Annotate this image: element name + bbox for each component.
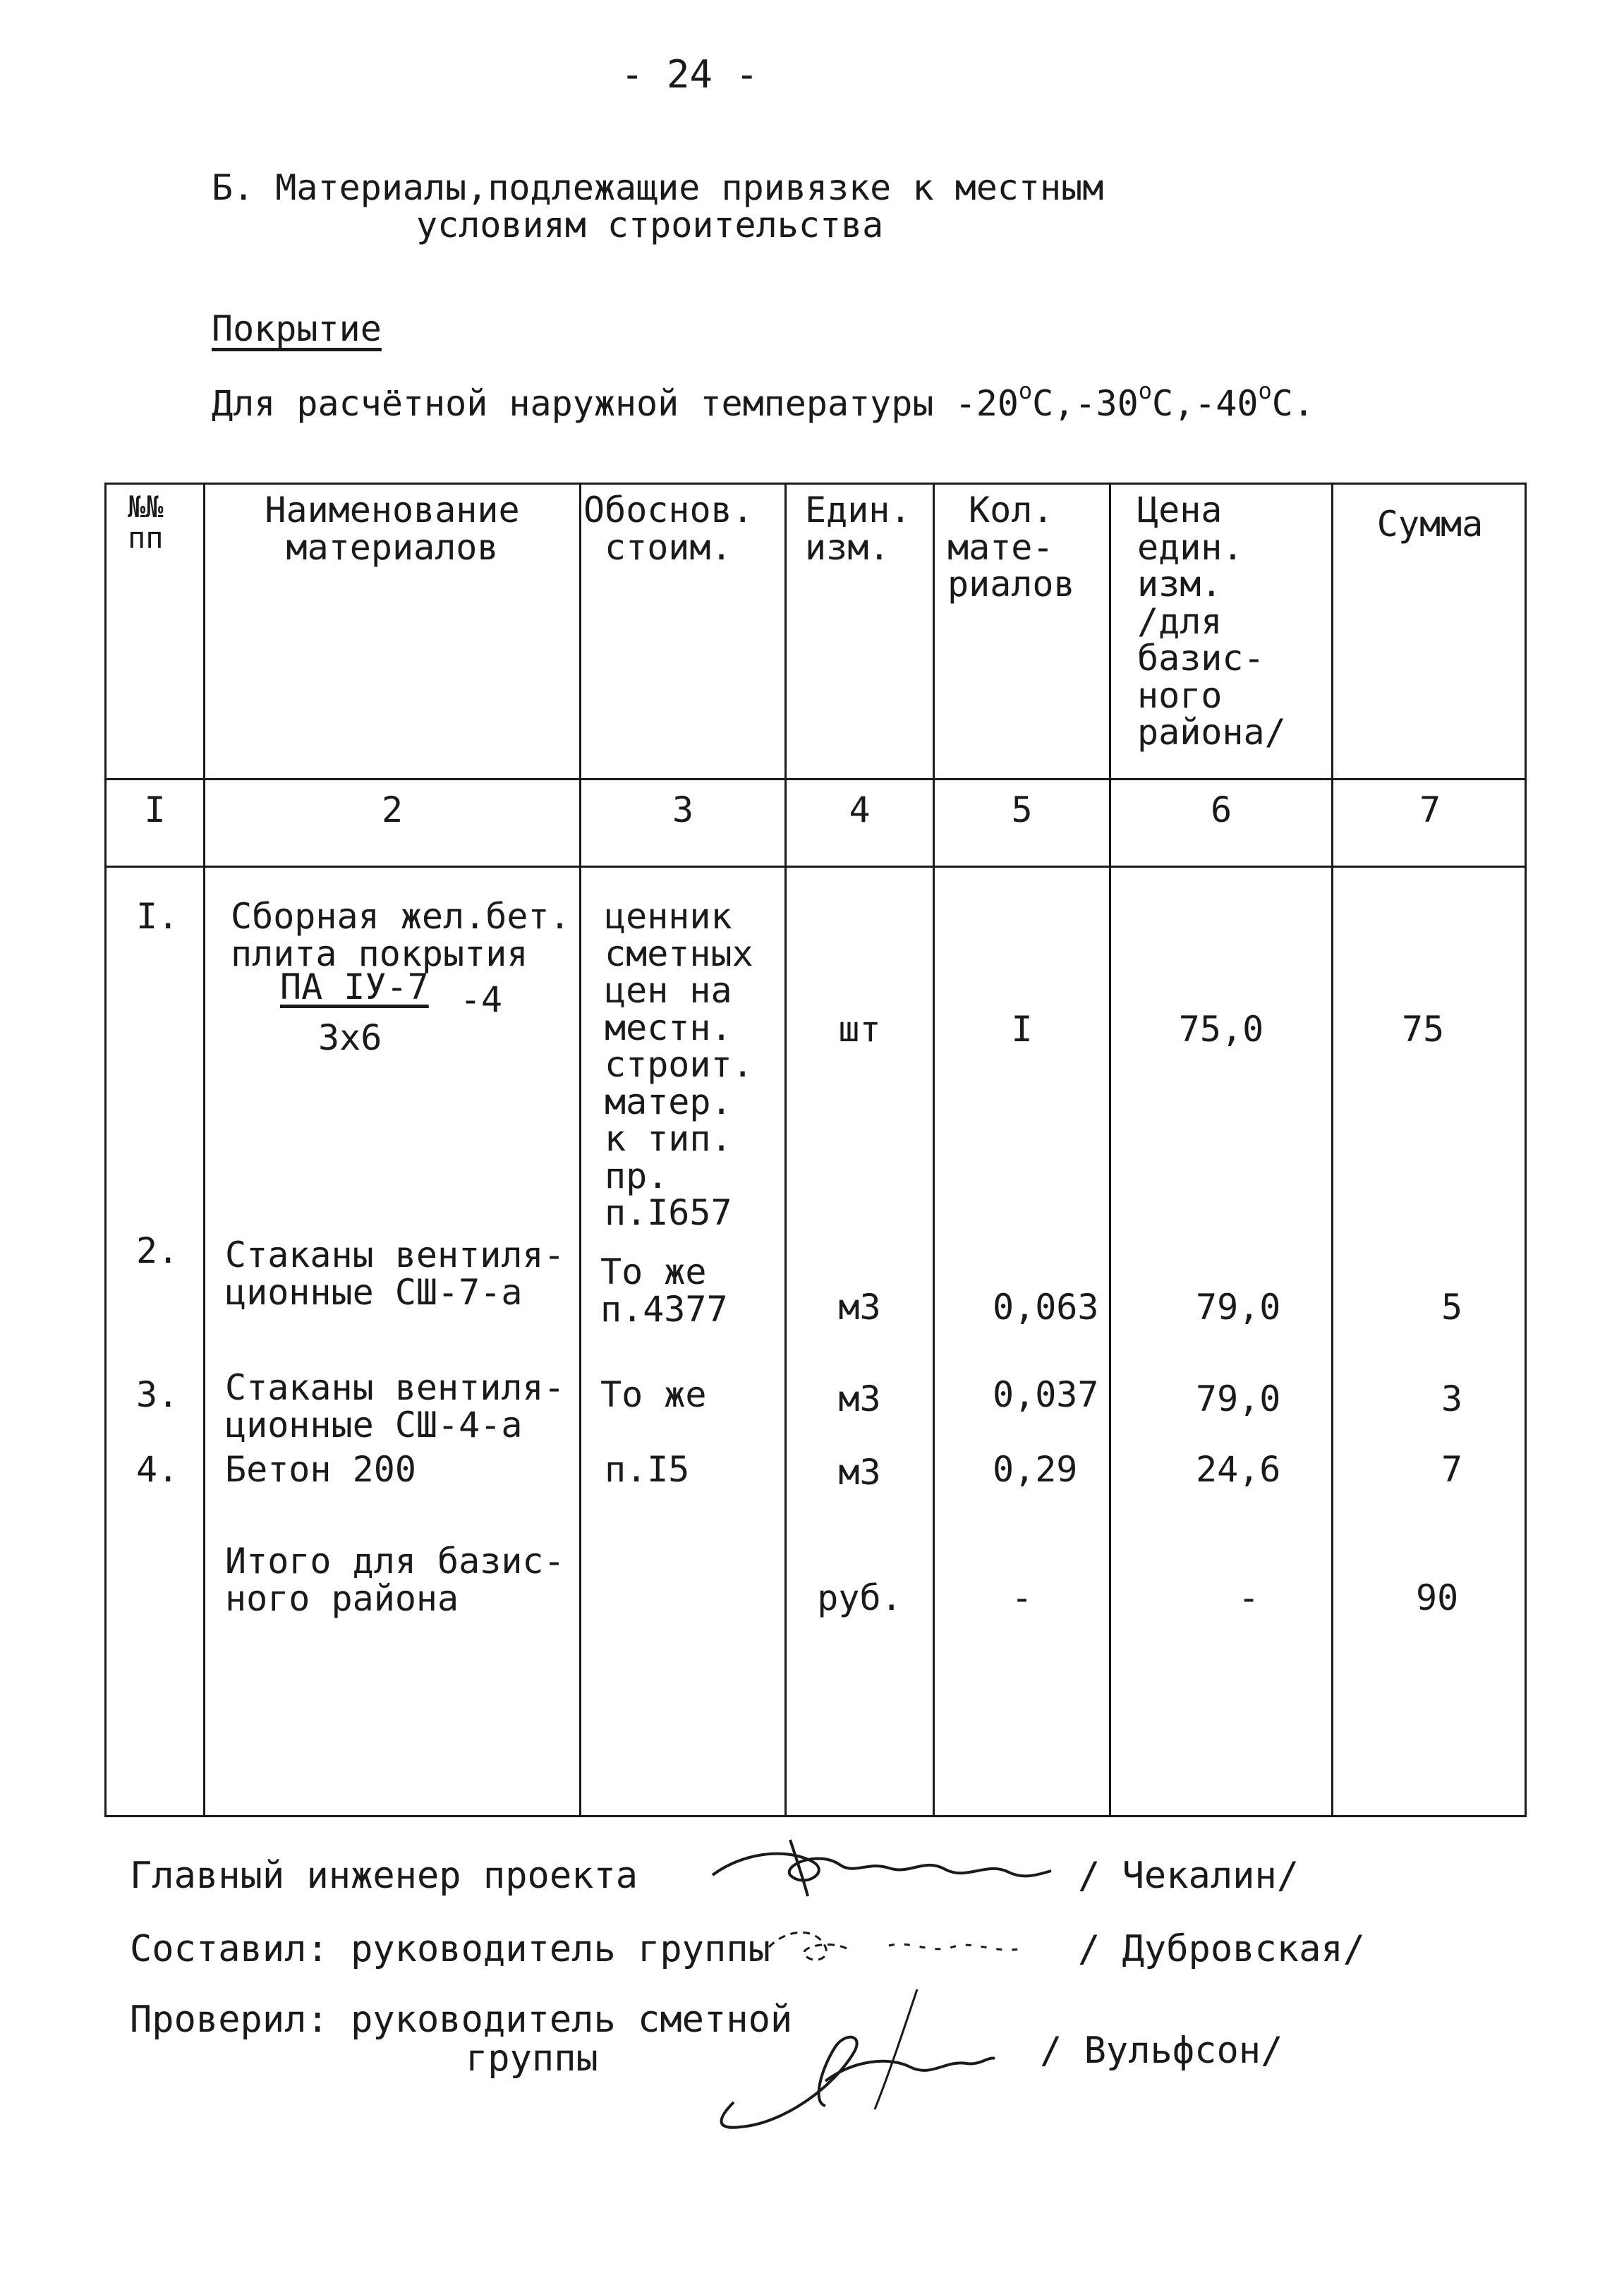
material-name (225, 1451, 416, 1488)
header-price (1137, 492, 1286, 751)
temperature-unit: С (1032, 383, 1054, 424)
checked-by-name: / Вульфсон/ (1040, 2030, 1283, 2072)
degree-sign: o (1018, 377, 1033, 404)
column-number: 5 (1011, 789, 1033, 830)
column-divider (1331, 485, 1333, 1815)
price-basis (600, 1376, 707, 1414)
header-price-line: един. (1137, 526, 1244, 568)
section-title-line-1: Б. Материалы,подлежащие привязке к местным (212, 167, 1104, 208)
price-basis-line: к тип. (605, 1118, 732, 1159)
price-value: 75,0 (1178, 1009, 1264, 1050)
header-quantity-line: мате- (947, 526, 1054, 568)
temperature-line (212, 377, 1314, 424)
material-name-line: Бетон 200 (225, 1449, 416, 1490)
header-quantity (947, 492, 1075, 603)
header-price-line: Цена (1137, 490, 1223, 530)
header-price-line: района/ (1137, 712, 1286, 753)
material-name-line: ционные СШ-4-а (225, 1404, 523, 1445)
temperature-2: ,-30 (1053, 383, 1139, 424)
header-name-line: Наименование (265, 490, 520, 530)
unit-value: шт (838, 1009, 881, 1050)
total-label-line: ного района (225, 1577, 459, 1619)
price-basis (605, 1451, 689, 1488)
header-unit-line: изм. (805, 526, 890, 568)
checked-by-label-line: Проверил: руководитель сметной (130, 1999, 793, 2041)
header-basis-line: Обоснов. (583, 490, 753, 530)
price-basis-line: пр. (605, 1155, 669, 1196)
section-title (212, 169, 1103, 243)
header-sum (1333, 506, 1527, 543)
material-name-line: Стаканы вентиля- (225, 1367, 565, 1408)
price-basis-line: То же (600, 1251, 707, 1292)
total-unit: руб. (817, 1577, 902, 1618)
column-number: 4 (849, 789, 871, 830)
header-price-line: /для (1137, 600, 1223, 642)
quantity-value: 0,037 (993, 1374, 1099, 1415)
price-basis (605, 898, 753, 1232)
row-divider (107, 778, 1525, 780)
chief-engineer-label: Главный инженер проекта (130, 1855, 638, 1897)
price-basis-line: матер. (605, 1081, 732, 1122)
total-sum: 90 (1416, 1577, 1459, 1618)
compiled-by-label: Составил: руководитель группы (130, 1928, 770, 1970)
material-name (231, 898, 571, 972)
checked-by-label-line: группы (466, 2037, 598, 2080)
quantity-value: 0,063 (993, 1287, 1099, 1328)
temperature-unit: С (1271, 383, 1293, 424)
header-price-line: базис- (1137, 638, 1265, 679)
degree-sign: o (1138, 377, 1152, 404)
header-name (205, 492, 579, 566)
header-basis-line: стоим. (605, 526, 732, 568)
column-divider (203, 485, 205, 1815)
header-unit-line: Един. (805, 490, 911, 530)
header-name-line: материалов (286, 526, 499, 568)
page-number: - 24 - (621, 52, 759, 97)
unit-value: м3 (838, 1287, 881, 1328)
price-basis-line: сметных (605, 933, 753, 974)
column-divider (579, 485, 581, 1815)
header-quantity-line: Кол. (969, 490, 1054, 530)
price-basis-line: То же (600, 1374, 707, 1415)
price-value: 79,0 (1196, 1287, 1281, 1328)
header-number-line: №№ (128, 490, 164, 524)
total-label (225, 1543, 565, 1617)
compiled-by-name: / Дубровская/ (1078, 1928, 1365, 1970)
header-unit (805, 492, 911, 566)
section-title-line-2: условиям строительства (416, 204, 884, 245)
price-basis-line: ценник (605, 896, 732, 937)
price-basis-line: местн. (605, 1007, 732, 1048)
total-quantity: - (1011, 1577, 1033, 1618)
sum-value: 3 (1441, 1378, 1463, 1419)
material-name-line: Стаканы вентиля- (225, 1235, 565, 1275)
compiled-by-signature (762, 1905, 1058, 1982)
header-price-line: ного (1137, 674, 1223, 716)
fraction-numerator: ПА IУ-7 (280, 966, 429, 1007)
header-quantity-line: риалов (947, 564, 1075, 605)
material-name-line: Сборная жел.бет. (231, 896, 571, 937)
chief-engineer-signature (698, 1826, 1065, 1910)
row-number: I. (136, 896, 179, 937)
price-basis-line: строит. (605, 1044, 753, 1085)
price-basis-line: п.I657 (605, 1192, 732, 1233)
checked-by-signature (691, 1975, 1016, 2138)
column-number: 7 (1419, 789, 1441, 830)
fraction-suffix: -4 (459, 979, 503, 1020)
row-divider (107, 866, 1525, 868)
temperature-end: . (1292, 383, 1314, 424)
price-value: 79,0 (1196, 1378, 1281, 1419)
unit-value: м3 (838, 1378, 881, 1419)
header-number (128, 492, 164, 554)
temperature-prefix: Для расчётной наружной температуры (212, 383, 955, 424)
subheading: Покрытие (212, 308, 382, 349)
price-basis-line: цен на (605, 970, 732, 1011)
header-number-line: пп (128, 521, 164, 556)
fraction-bottom: 3x6 (318, 1017, 382, 1058)
quantity-value: I (1011, 1009, 1033, 1050)
header-sum-line: Сумма (1376, 504, 1484, 545)
material-name-line: плита покрытия (231, 933, 528, 974)
column-number: I (144, 789, 166, 830)
material-name (225, 1369, 565, 1443)
temperature-unit: С (1151, 383, 1174, 424)
row-number: 4. (136, 1449, 179, 1490)
total-label-line: Итого для базис- (225, 1541, 565, 1582)
fraction-top (280, 966, 503, 1020)
sum-value: 75 (1402, 1009, 1445, 1050)
sum-value: 7 (1441, 1449, 1463, 1490)
price-basis (600, 1251, 728, 1330)
unit-value: м3 (838, 1452, 881, 1493)
temperature-3: ,-40 (1173, 383, 1259, 424)
materials-table (104, 483, 1527, 1817)
column-number: 2 (381, 789, 404, 830)
total-price: - (1238, 1577, 1260, 1618)
quantity-value: 0,29 (993, 1449, 1078, 1490)
price-value: 24,6 (1196, 1449, 1281, 1490)
column-divider (1109, 485, 1111, 1815)
material-name (225, 1237, 565, 1311)
material-name-line: ционные СШ-7-а (225, 1271, 523, 1313)
column-number: 3 (672, 789, 694, 830)
price-basis-line: п.I5 (605, 1449, 690, 1490)
row-number: 3. (136, 1374, 179, 1415)
column-number: 6 (1210, 789, 1232, 830)
sum-value: 5 (1441, 1287, 1463, 1328)
degree-sign: o (1258, 377, 1272, 404)
chief-engineer-name: / Чекалин/ (1078, 1855, 1299, 1897)
header-basis (583, 492, 753, 566)
temperature-1: -20 (955, 383, 1019, 424)
row-number: 2. (136, 1230, 179, 1271)
header-price-line: изм. (1137, 564, 1223, 605)
price-basis-line: п.4377 (600, 1288, 728, 1330)
